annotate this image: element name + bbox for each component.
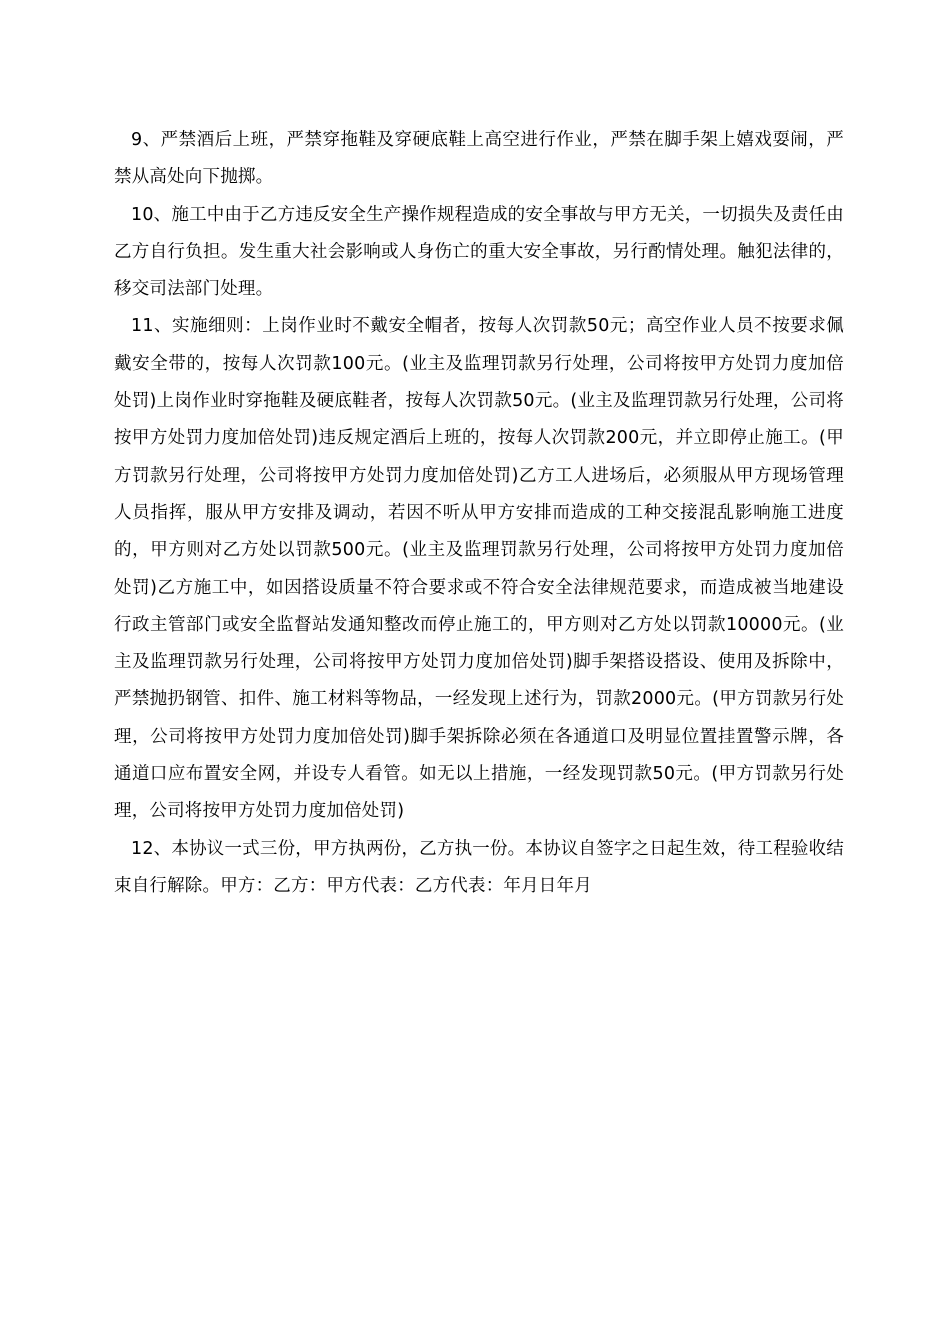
document-body xyxy=(114,122,844,905)
paragraph-clause-11: 11、实施细则：上岗作业时不戴安全帽者，按每人次罚款50元；高空作业人员不按要求佩戴安全带的，按每人次罚款100元。(业主及监理罚款另行处理，公司将按甲方处罚力度加倍处罚)上岗作业时穿拖鞋及硬底鞋者，按每人次罚款50元。(业主及监理罚款另行处理，公司将按甲方处罚力度加倍处罚)违反规定酒后上班的，按每人次罚款200元，并立即停止施工。(甲方罚款另行处理，公司将按甲方处罚力度加倍处罚)乙方工人进场后，必须服从甲方现场管理人员指挥，服从甲方安排及调动，若因不听从甲方安排而造成的工种交接混乱影响施工进度的，甲方则对乙方处以罚款500元。(业主及监理罚款另行处理，公司将按甲方处罚力度加倍处罚)乙方施工中，如因搭设质量不符合要求或不符合安全法律规范要求，而造成被当地建设行政主管部门或安全监督站发通知整改而停止施工的，甲方则对乙方处以罚款10000元。(业主及监理罚款另行处理，公司将按甲方处罚力度加倍处罚)脚手架搭设搭设、使用及拆除中，严禁抛扔钢管、扣件、施工材料等物品，一经发现上述行为，罚款2000元。(甲方罚款另行处理，公司将按甲方处罚力度加倍处罚)脚手架拆除必须在各通道口及明显位置挂置警示牌，各通道口应布置安全网，并设专人看管。如无以上措施，一经发现罚款50元。(甲方罚款另行处理，公司将按甲方处罚力度加倍处罚) xyxy=(114,316,844,822)
paragraph-clause-12: 12、本协议一式三份，甲方执两份，乙方执一份。本协议自签字之日起生效，待工程验收结束自行解除。甲方：乙方：甲方代表：乙方代表：年月日年月 xyxy=(114,838,844,896)
paragraph-clause-9: 9、严禁酒后上班，严禁穿拖鞋及穿硬底鞋上高空进行作业，严禁在脚手架上嬉戏耍闹，严禁从高处向下抛掷。 xyxy=(114,130,844,188)
paragraph-clause-10: 10、施工中由于乙方违反安全生产操作规程造成的安全事故与甲方无关，一切损失及责任由乙方自行负担。发生重大社会影响或人身伤亡的重大安全事故，另行酌情处理。触犯法律的，移交司法部门处理。 xyxy=(114,204,844,300)
